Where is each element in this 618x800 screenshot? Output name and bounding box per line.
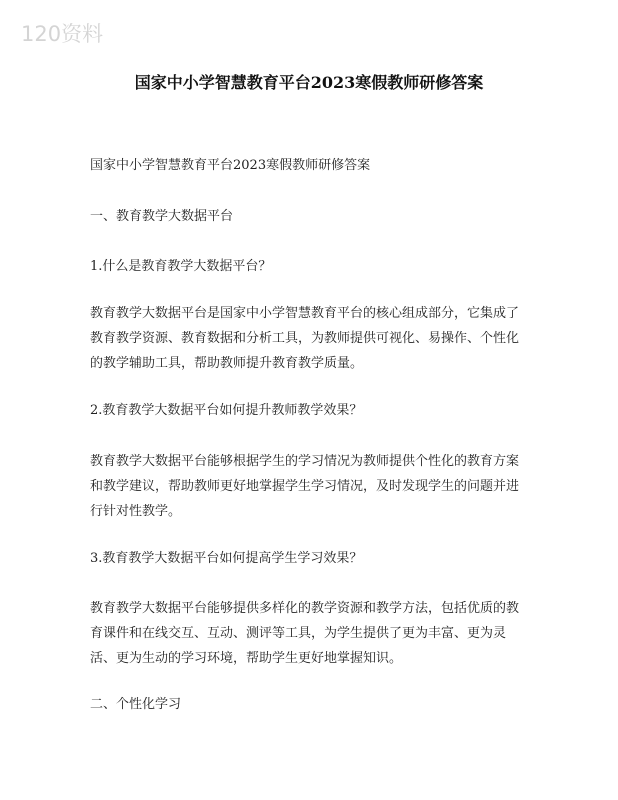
document-title: 国家中小学智慧教育平台2023寒假教师研修答案 (134, 73, 484, 92)
watermark-text: 120资料 (21, 22, 104, 46)
answer-1: 教育教学大数据平台是国家中小学智慧教育平台的核心组成部分，它集成了教育教学资源、教育数据和分析工具，为教师提供可视化、易操作、个性化的教学辅助工具，帮助教师提升教育教学质量。 (90, 306, 520, 371)
section-heading-1: 一、教育教学大数据平台 (90, 209, 234, 224)
question-2: 2.教育教学大数据平台如何提升教师教学效果？ (90, 403, 363, 418)
subtitle-paragraph: 国家中小学智慧教育平台2023寒假教师研修答案 (90, 158, 371, 173)
answer-3: 教育教学大数据平台能够提供多样化的教学资源和教学方法，包括优质的教育课件和在线交互、互动、测评等工具，为学生提供了更为丰富、更为灵活、更为生动的学习环境，帮助学生更好地掌握知识。 (90, 601, 520, 666)
question-3: 3.教育教学大数据平台如何提高学生学习效果？ (90, 551, 363, 566)
section-heading-2: 二、个性化学习 (90, 697, 182, 712)
question-1: 1.什么是教育教学大数据平台？ (90, 259, 272, 274)
answer-2: 教育教学大数据平台能够根据学生的学习情况为教师提供个性化的教育方案和教学建议，帮助教师更好地掌握学生学习情况，及时发现学生的问题并进行针对性教学。 (90, 454, 520, 519)
